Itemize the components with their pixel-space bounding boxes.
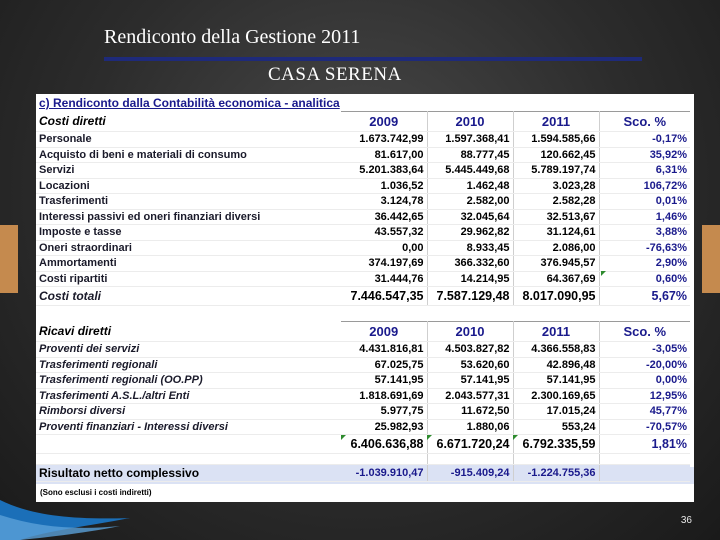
year-2010-cell: 2.043.577,31 (427, 388, 513, 404)
table-row (36, 194, 690, 210)
row-label-cell: Oneri straordinari (36, 240, 341, 256)
sheet-heading: c) Rendiconto dalla Contabilità economica - analitica (39, 96, 340, 110)
pct-change-cell: 1,46% (599, 209, 690, 225)
year-2009-cell: 2009 (341, 112, 427, 132)
year-2010-cell: 2010 (427, 322, 513, 342)
year-2009-cell: 81.617,00 (341, 147, 427, 163)
pct-change-cell: 12,95% (599, 388, 690, 404)
year-2011-cell: 376.945,57 (513, 256, 599, 272)
year-2009-cell: 4.431.816,81 (341, 342, 427, 358)
row-label-cell (36, 435, 341, 454)
table-row (36, 357, 690, 373)
row-label-cell: Trasferimenti regionali (OO.PP) (36, 373, 341, 389)
table-row (36, 178, 690, 194)
year-2010-cell: 32.045,64 (427, 209, 513, 225)
year-2010-cell: 4.503.827,82 (427, 342, 513, 358)
table-row (36, 271, 690, 287)
right-side-tab (702, 225, 720, 293)
slide-subtitle: CASA SERENA (268, 64, 402, 85)
table-row (36, 256, 690, 272)
year-2009-cell: 3.124,78 (341, 194, 427, 210)
year-2010-cell: 1.597.368,41 (427, 132, 513, 148)
row-label-cell: Trasferimenti regionali (36, 357, 341, 373)
pct-change-cell: 6,31% (599, 163, 690, 179)
cell-marker (513, 435, 518, 440)
year-2009-cell: 374.197,69 (341, 256, 427, 272)
table-row (36, 209, 690, 225)
pct-change-cell: 45,77% (599, 404, 690, 420)
year-2010-cell: 1.462,48 (427, 178, 513, 194)
row-label-cell: Interessi passivi ed oneri finanziari diversi (36, 209, 341, 225)
year-2011-cell: 2011 (513, 112, 599, 132)
pct-change-cell: -20,00% (599, 357, 690, 373)
pct-change-cell: 0,01% (599, 194, 690, 210)
year-2009-cell: 1.036,52 (341, 178, 427, 194)
year-2011-cell: 6.792.335,59 (513, 435, 599, 454)
table-row (36, 388, 690, 404)
pct-change-cell: 35,92% (599, 147, 690, 163)
table-row (36, 342, 690, 358)
year-2009-cell: 6.406.636,88 (341, 435, 427, 454)
table-row (36, 240, 690, 256)
pct-change-cell: Sco. % (599, 112, 690, 132)
year-2011-cell: 2011 (513, 322, 599, 342)
table-row (36, 373, 690, 389)
pct-change-cell: -0,17% (599, 132, 690, 148)
year-2009-cell: -1.039.910,47 (341, 465, 427, 482)
year-2011-cell: -1.224.755,36 (513, 465, 599, 482)
year-2010-cell: 29.962,82 (427, 225, 513, 241)
pct-change-cell: -3,05% (599, 342, 690, 358)
spacer-cell (513, 454, 599, 465)
row-label-cell: Proventi finanziari - Interessi diversi (36, 419, 341, 435)
year-2011-cell: 8.017.090,95 (513, 287, 599, 306)
row-label-cell: Imposte e tasse (36, 225, 341, 241)
table-header-row (36, 112, 690, 132)
pct-change-cell: 5,67% (599, 287, 690, 306)
year-2009-cell: 57.141,95 (341, 373, 427, 389)
row-label-cell: Costi totali (36, 287, 341, 306)
row-label-cell: Risultato netto complessivo (36, 465, 341, 482)
year-2010-cell: 53.620,60 (427, 357, 513, 373)
year-2009-cell: 1.673.742,99 (341, 132, 427, 148)
year-2010-cell: 6.671.720,24 (427, 435, 513, 454)
year-2011-cell: 2.582,28 (513, 194, 599, 210)
row-label-cell: Rimborsi diversi (36, 404, 341, 420)
year-2009-cell: 1.818.691,69 (341, 388, 427, 404)
year-2011-cell: 1.594.585,66 (513, 132, 599, 148)
year-2009-cell: 7.446.547,35 (341, 287, 427, 306)
revenues-table (36, 321, 690, 482)
year-2010-cell: 7.587.129,48 (427, 287, 513, 306)
row-label-cell: Locazioni (36, 178, 341, 194)
cell-marker (601, 271, 606, 276)
costs-table (36, 111, 690, 306)
spreadsheet (36, 94, 694, 502)
year-2009-cell: 43.557,32 (341, 225, 427, 241)
row-label-cell: Costi ripartiti (36, 271, 341, 287)
pct-change-cell: 1,81% (599, 435, 690, 454)
year-2009-cell: 0,00 (341, 240, 427, 256)
footnote: (Sono esclusi i costi indiretti) (40, 488, 152, 497)
cell-marker (341, 435, 346, 440)
year-2009-cell: 5.977,75 (341, 404, 427, 420)
row-label-cell: Ammortamenti (36, 256, 341, 272)
pct-change-cell: -76,63% (599, 240, 690, 256)
row-label-cell: Costi diretti (36, 112, 341, 132)
year-2011-cell: 64.367,69 (513, 271, 599, 287)
year-2011-cell: 42.896,48 (513, 357, 599, 373)
year-2010-cell: 8.933,45 (427, 240, 513, 256)
year-2011-cell: 2.300.169,65 (513, 388, 599, 404)
year-2009-cell: 31.444,76 (341, 271, 427, 287)
spacer-cell (427, 454, 513, 465)
year-2010-cell: 57.141,95 (427, 373, 513, 389)
pct-change-cell: 0,60% (599, 271, 690, 287)
year-2010-cell: 14.214,95 (427, 271, 513, 287)
total-row (36, 287, 690, 306)
spacer-cell (341, 454, 427, 465)
year-2010-cell: 1.880,06 (427, 419, 513, 435)
year-2009-cell: 5.201.383,64 (341, 163, 427, 179)
year-2011-cell: 4.366.558,83 (513, 342, 599, 358)
year-2010-cell: 2.582,00 (427, 194, 513, 210)
year-2011-cell: 57.141,95 (513, 373, 599, 389)
year-2011-cell: 32.513,67 (513, 209, 599, 225)
year-2011-cell: 553,24 (513, 419, 599, 435)
year-2010-cell: 2010 (427, 112, 513, 132)
page-number: 36 (680, 515, 692, 526)
year-2010-cell: 88.777,45 (427, 147, 513, 163)
year-2010-cell: 11.672,50 (427, 404, 513, 420)
pct-change-cell: 106,72% (599, 178, 690, 194)
year-2010-cell: 366.332,60 (427, 256, 513, 272)
year-2009-cell: 2009 (341, 322, 427, 342)
table-row (36, 419, 690, 435)
pct-change-cell: -70,57% (599, 419, 690, 435)
year-2010-cell: -915.409,24 (427, 465, 513, 482)
row-label-cell: Trasferimenti A.S.L./altri Enti (36, 388, 341, 404)
pct-change-cell (599, 465, 690, 482)
row-label-cell: Acquisto di beni e materiali di consumo (36, 147, 341, 163)
year-2011-cell: 17.015,24 (513, 404, 599, 420)
total-row (36, 435, 690, 454)
cell-marker (427, 435, 432, 440)
title-rule (104, 57, 642, 61)
year-2009-cell: 36.442,65 (341, 209, 427, 225)
year-2010-cell: 5.445.449,68 (427, 163, 513, 179)
pct-change-cell: Sco. % (599, 322, 690, 342)
spacer-cell (599, 454, 690, 465)
row-label-cell: Servizi (36, 163, 341, 179)
pct-change-cell: 3,88% (599, 225, 690, 241)
table-header-row (36, 322, 690, 342)
year-2011-cell: 5.789.197,74 (513, 163, 599, 179)
table-row (36, 163, 690, 179)
table-row (36, 147, 690, 163)
year-2011-cell: 120.662,45 (513, 147, 599, 163)
left-side-tab (0, 225, 18, 293)
row-label-cell: Ricavi diretti (36, 322, 341, 342)
year-2009-cell: 67.025,75 (341, 357, 427, 373)
pct-change-cell: 2,90% (599, 256, 690, 272)
year-2011-cell: 2.086,00 (513, 240, 599, 256)
pct-change-cell: 0,00% (599, 373, 690, 389)
year-2009-cell: 25.982,93 (341, 419, 427, 435)
year-2011-cell: 3.023,28 (513, 178, 599, 194)
row-label-cell: Proventi dei servizi (36, 342, 341, 358)
year-2011-cell: 31.124,61 (513, 225, 599, 241)
row-label-cell: Personale (36, 132, 341, 148)
table-row (36, 132, 690, 148)
table-row (36, 404, 690, 420)
table-row (36, 225, 690, 241)
row-label-cell: Trasferimenti (36, 194, 341, 210)
slide-title: Rendiconto della Gestione 2011 (104, 26, 361, 48)
corner-swoosh (0, 460, 140, 540)
